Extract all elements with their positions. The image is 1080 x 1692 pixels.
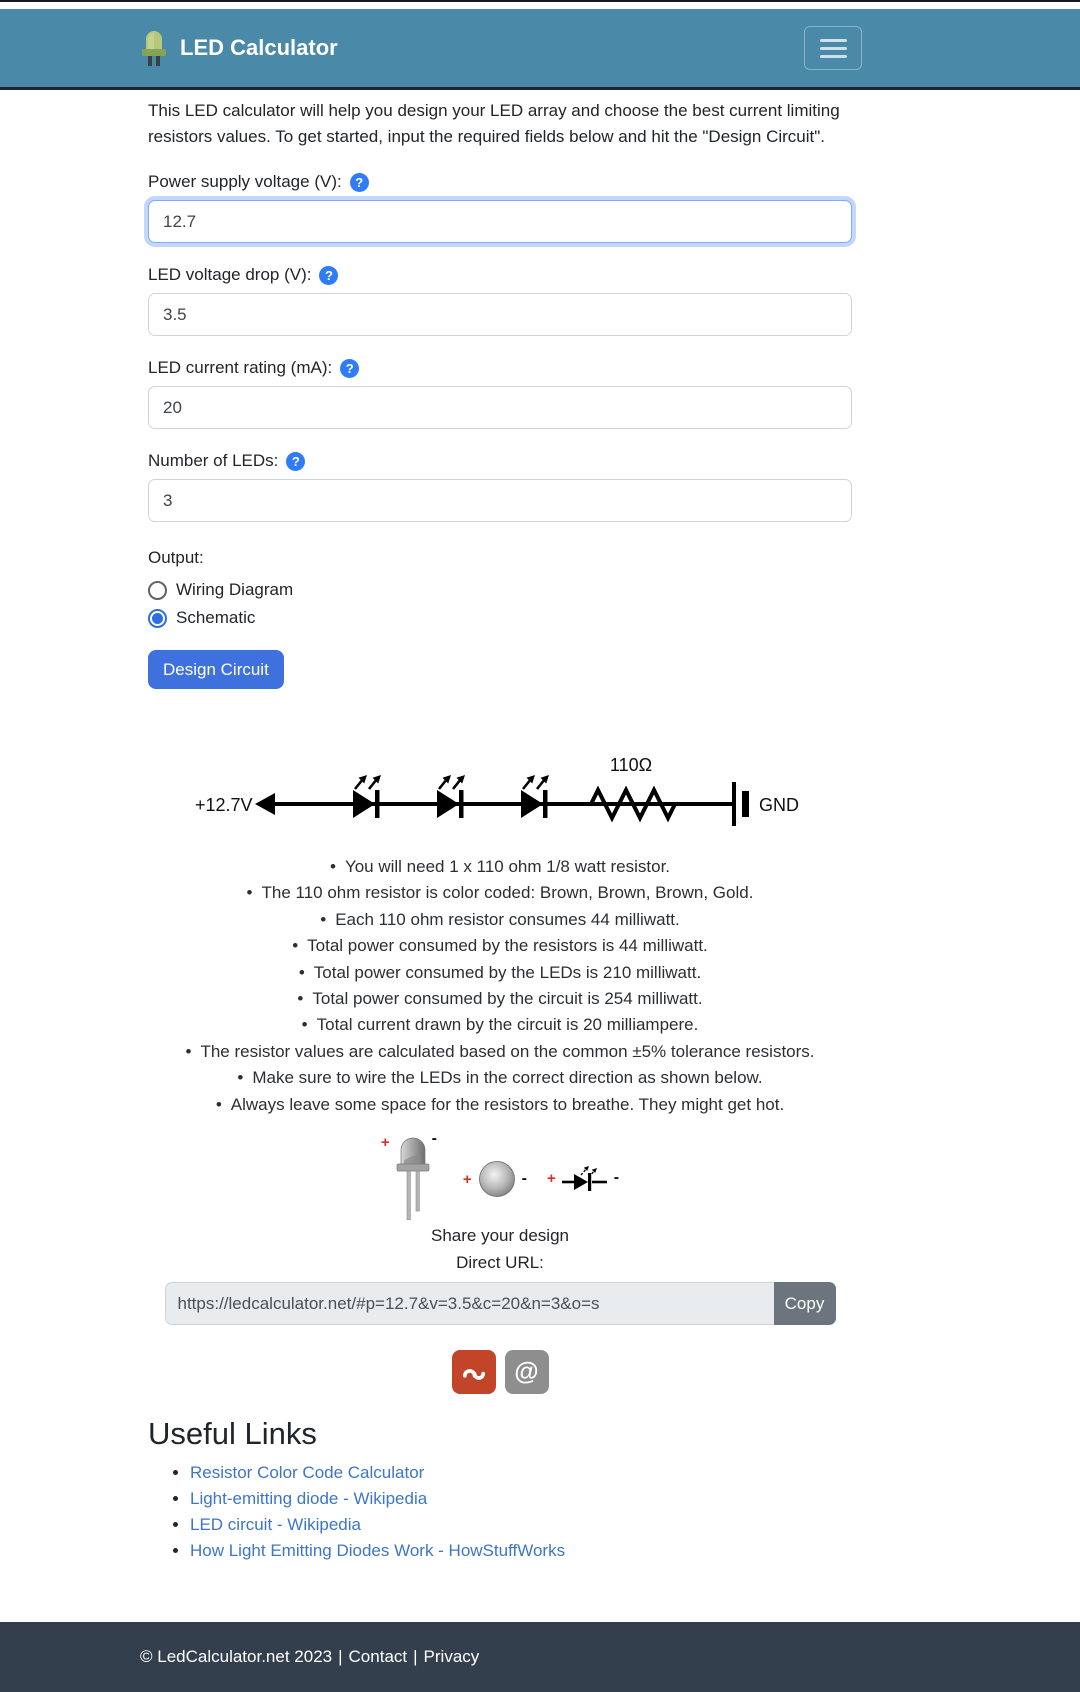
ground-symbol xyxy=(732,782,749,826)
result-item: • Total power consumed by the circuit is 254 milliwatt. xyxy=(148,986,852,1012)
led-current-rating-label: LED current rating (mA): ? xyxy=(148,358,852,378)
share-title: Share your design xyxy=(431,1226,569,1246)
intro-text: This LED calculator will help you design your LED array and choose the best current limiting resistors values. To get started, input the required fields below and hit the "Design Circuit". xyxy=(148,101,840,146)
help-icon[interactable]: ? xyxy=(350,173,369,192)
privacy-link[interactable]: Privacy xyxy=(423,1647,480,1666)
separator: | xyxy=(338,1647,343,1666)
help-icon[interactable]: ? xyxy=(340,359,359,378)
radio-wiring-diagram[interactable] xyxy=(148,580,852,600)
led-symbol xyxy=(437,775,465,818)
led-logo-icon xyxy=(138,25,170,72)
source-voltage-label: +12.7V xyxy=(195,795,253,815)
main-content xyxy=(148,90,852,1568)
number-of-leds-input[interactable] xyxy=(148,479,852,522)
help-icon[interactable]: ? xyxy=(286,452,305,471)
result-item: • Total current drawn by the circuit is 20 milliampere. xyxy=(148,1012,852,1038)
circuit-schematic xyxy=(195,745,805,837)
radio-circle-unchecked[interactable] xyxy=(148,581,167,600)
help-icon[interactable]: ? xyxy=(319,266,338,285)
led-current-rating-input[interactable] xyxy=(148,386,852,429)
brand[interactable] xyxy=(138,25,338,72)
top-gap xyxy=(0,2,1080,9)
footer xyxy=(0,1622,1080,1692)
led-voltage-drop-input[interactable] xyxy=(148,293,852,336)
result-item: • Total power consumed by the resistors is 44 milliwatt. xyxy=(148,933,852,959)
direct-url-label: Direct URL: xyxy=(456,1253,544,1273)
navbar xyxy=(0,9,1080,90)
useful-links-title: Useful Links xyxy=(148,1416,317,1452)
result-item: • The resistor values are calculated based on the common ±5% tolerance resistors. xyxy=(148,1039,852,1065)
led-top-view-polarity xyxy=(463,1160,527,1198)
led-symbol xyxy=(521,775,549,818)
result-item: • The 110 ohm resistor is color coded: Brown, Brown, Brown, Gold. xyxy=(148,880,852,906)
result-item: • Make sure to wire the LEDs in the correct direction as shown below. xyxy=(148,1065,852,1091)
share-buttons xyxy=(148,1350,852,1394)
resistor-value-label: 110Ω xyxy=(609,755,653,775)
hamburger-icon xyxy=(820,39,847,42)
led-schematic-polarity xyxy=(547,1164,619,1192)
plus-label: + xyxy=(462,1170,472,1188)
contact-link[interactable]: Contact xyxy=(348,1647,408,1666)
stumbleupon-icon xyxy=(461,1359,487,1385)
result-item: • Always leave some space for the resistors to breathe. They might get hot. xyxy=(148,1092,852,1118)
output-label: Output: xyxy=(148,548,204,567)
radio-circle-checked[interactable] xyxy=(148,609,167,628)
radio-label: Schematic xyxy=(176,608,256,627)
radio-schematic[interactable] xyxy=(148,608,852,628)
wire-arrow-icon xyxy=(255,793,275,815)
result-item: • Each 110 ohm resistor consumes 44 milliwatt. xyxy=(148,907,852,933)
resistor-symbol xyxy=(591,790,675,818)
design-circuit-button[interactable]: Design Circuit xyxy=(148,650,284,689)
led-photo-polarity xyxy=(380,1130,443,1220)
minus-label: - xyxy=(521,1170,527,1188)
link-how-leds-work[interactable]: How Light Emitting Diodes Work - HowStuffWorks xyxy=(190,1541,566,1561)
ground-label: GND xyxy=(759,795,799,815)
led-voltage-drop-label: LED voltage drop (V): ? xyxy=(148,265,852,285)
app-title: LED Calculator xyxy=(180,35,338,60)
plus-label: + xyxy=(380,1134,390,1152)
direct-url-group xyxy=(165,1282,836,1325)
led-symbol xyxy=(353,775,381,818)
copyright-text: © LedCalculator.net 2023 xyxy=(140,1647,333,1666)
power-supply-voltage-label: Power supply voltage (V): ? xyxy=(148,172,852,192)
led-side-view-icon xyxy=(395,1136,431,1220)
list-item xyxy=(190,1490,852,1508)
radio-label: Wiring Diagram xyxy=(176,580,294,599)
list-item xyxy=(190,1516,852,1534)
list-item xyxy=(190,1542,852,1560)
minus-label: - xyxy=(613,1169,620,1187)
number-of-leds-label: Number of LEDs: ? xyxy=(148,451,852,471)
link-light-emitting-diode[interactable]: Light-emitting diode - Wikipedia xyxy=(190,1489,428,1509)
led-top-view-icon xyxy=(478,1160,516,1198)
result-item: • You will need 1 x 110 ohm 1/8 watt resistor. xyxy=(148,854,852,880)
link-resistor-color-code[interactable]: Resistor Color Code Calculator xyxy=(190,1463,425,1483)
result-item: • Total power consumed by the LEDs is 210 milliwatt. xyxy=(148,960,852,986)
menu-toggle-button[interactable] xyxy=(804,26,862,70)
at-icon: @ xyxy=(514,1357,539,1386)
led-polarity-graphics xyxy=(148,1130,852,1220)
led-symbol-icon xyxy=(562,1164,608,1192)
list-item xyxy=(190,1464,852,1482)
power-supply-voltage-input[interactable] xyxy=(148,200,852,243)
copy-url-button[interactable]: Copy xyxy=(774,1282,836,1325)
results-list xyxy=(148,854,852,1118)
plus-label: + xyxy=(547,1169,556,1187)
separator: | xyxy=(413,1647,418,1666)
useful-links-list xyxy=(148,1464,852,1560)
minus-label: - xyxy=(431,1130,437,1148)
link-led-circuit[interactable]: LED circuit - Wikipedia xyxy=(190,1515,361,1535)
direct-url-input[interactable] xyxy=(165,1282,774,1325)
stumbleupon-share-button[interactable] xyxy=(452,1350,496,1394)
email-share-button[interactable] xyxy=(505,1350,549,1394)
